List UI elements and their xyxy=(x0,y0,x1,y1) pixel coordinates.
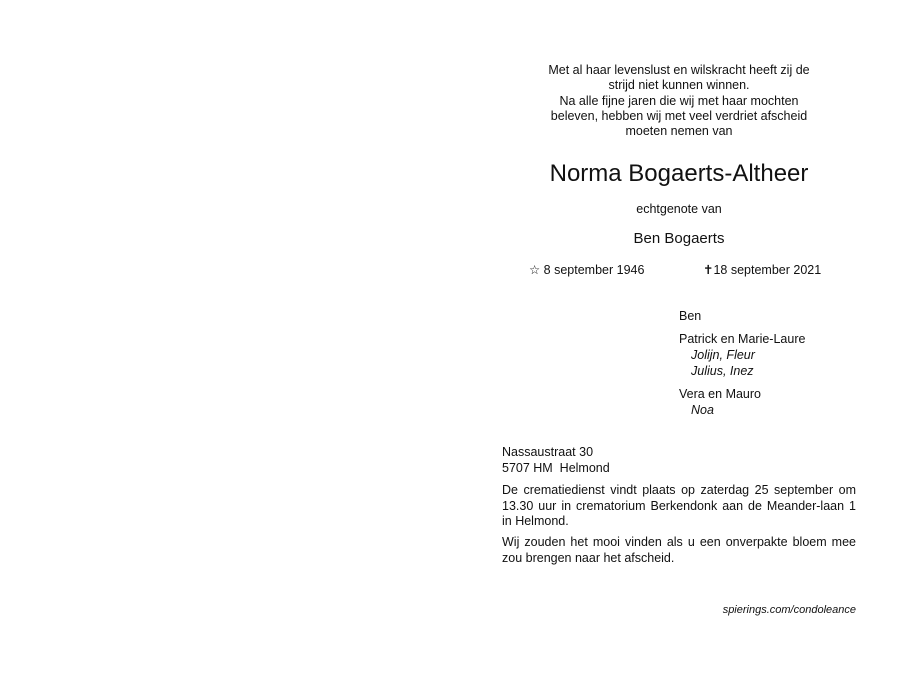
intro-line: strijd niet kunnen winnen. xyxy=(608,78,750,93)
intro-text xyxy=(500,63,858,139)
family-member: Vera en Mauro xyxy=(679,387,761,401)
address-street: Nassaustraat 30 xyxy=(502,445,594,459)
intro-line: Met al haar levenslust en wilskracht heeft zij de xyxy=(548,63,810,77)
family-group xyxy=(679,331,805,379)
condolence-link[interactable]: spierings.com/condoleance xyxy=(722,604,856,616)
address-city: 5707 HM Helmond xyxy=(502,460,610,475)
birth-date: ☆ 8 september 1946 xyxy=(529,263,645,277)
spouse-name: Ben Bogaerts xyxy=(633,230,725,247)
intro-line: Na alle fijne jaren die wij met haar mochten xyxy=(559,93,799,108)
family-member: Ben xyxy=(679,309,702,323)
grandchildren: Jolijn, Fleur xyxy=(691,348,755,362)
death-date: ✝18 september 2021 xyxy=(703,263,822,277)
grandchildren: Julius, Inez xyxy=(691,364,754,378)
family-member: Patrick en Marie-Laure xyxy=(679,332,806,346)
flower-request: Wij zouden het mooi vinden als u een onverpakte bloem mee zou brengen naar het afscheid. xyxy=(502,535,856,565)
family-group xyxy=(679,386,805,418)
ceremony-info: De crematiedienst vindt plaats op zaterdag 25 september om 13.30 uur in crematorium Berkendonk aan de Meander-laan 1 in Helmond. xyxy=(502,483,856,528)
address-block xyxy=(502,445,610,476)
intro-line: moeten nemen van xyxy=(625,124,733,139)
relation-text: echtgenote van xyxy=(636,202,722,216)
intro-line: beleven, hebben wij met veel verdriet afscheid xyxy=(550,108,808,123)
grandchildren: Noa xyxy=(691,403,714,417)
deceased-name: Norma Bogaerts-Altheer xyxy=(549,160,809,187)
family-list xyxy=(679,308,805,425)
family-group xyxy=(679,308,805,324)
